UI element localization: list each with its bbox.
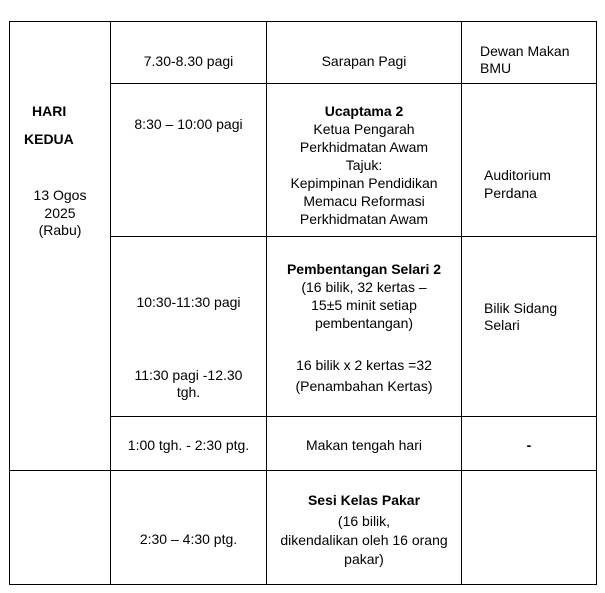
date-line3: (Rabu): [38, 222, 82, 238]
row3-time-a: 10:30-11:30 pagi: [136, 294, 241, 310]
row3-extra-line: (Penambahan Kertas): [295, 378, 433, 394]
row5-activity-title: Sesi Kelas Pakar: [307, 492, 421, 508]
row2-activity-line: Perkhidmatan Awam: [299, 211, 429, 227]
row2-activity-line: Tajuk:: [345, 157, 383, 173]
row4-activity: Makan tengah hari: [306, 437, 422, 453]
table-border-bottom: [9, 584, 597, 585]
row3-time-b-line2: tgh.: [176, 384, 201, 400]
row3-venue-line1: Bilik Sidang: [484, 300, 558, 316]
row3-activity: [267, 260, 461, 332]
row1-venue-line2: BMU: [480, 60, 512, 76]
row1-venue-line1: Dewan Makan: [480, 43, 570, 59]
row5-activity-line: pakar): [344, 551, 384, 567]
row3-activity-extra: [267, 356, 461, 395]
row3-activity-line: (16 bilik, 32 kertas –: [301, 279, 427, 295]
row-divider-2: [110, 236, 597, 237]
row5-activity: [267, 491, 461, 568]
row3-activity-title: Pembentangan Selari 2: [286, 261, 442, 277]
row5-activity-line: dikendalikan oleh 16 orang: [280, 532, 448, 548]
row2-activity-line: Memacu Reformasi: [303, 193, 425, 209]
row5-time: 2:30 – 4:30 ptg.: [139, 531, 238, 547]
row2-activity: [267, 102, 461, 228]
date-line2: 2025: [44, 205, 76, 221]
day-cell: [10, 22, 110, 470]
row2-venue-line2: Perdana: [484, 185, 537, 201]
row4-venue: -: [526, 437, 532, 453]
row2-venue-line1: Auditorium: [484, 167, 551, 183]
row1-time: 7.30-8.30 pagi: [143, 53, 234, 69]
table-border-right: [596, 21, 597, 585]
row5-activity-line: (16 bilik,: [337, 513, 391, 529]
row3-venue-line2: Selari: [484, 317, 520, 333]
row2-activity-line: Kepimpinan Pendidikan: [290, 175, 438, 191]
row3-activity-line: 15±5 minit setiap: [311, 297, 417, 313]
row4-time: 1:00 tgh. - 2:30 ptg.: [127, 437, 250, 453]
column-divider-3: [461, 21, 462, 585]
row3-time-b-line1: 11:30 pagi -12.30: [134, 367, 243, 383]
row-divider-1: [110, 83, 597, 84]
day-label-line1: HARI: [32, 103, 67, 119]
date-line1: 13 Ogos: [33, 187, 87, 203]
row2-activity-line: Ketua Pengarah: [313, 121, 415, 137]
row-divider-3: [110, 416, 597, 417]
row2-time: 8:30 – 10:00 pagi: [134, 116, 243, 132]
row2-activity-title: Ucaptama 2: [324, 103, 404, 119]
row2-activity-line: Perkhidmatan Awam: [299, 139, 429, 155]
row3-activity-line: pembentangan): [314, 315, 414, 331]
row-divider-4: [9, 470, 597, 471]
day-label-line2: KEDUA: [24, 131, 74, 147]
row1-activity: Sarapan Pagi: [321, 53, 407, 69]
row3-extra-line: 16 bilik x 2 kertas =32: [296, 357, 432, 373]
